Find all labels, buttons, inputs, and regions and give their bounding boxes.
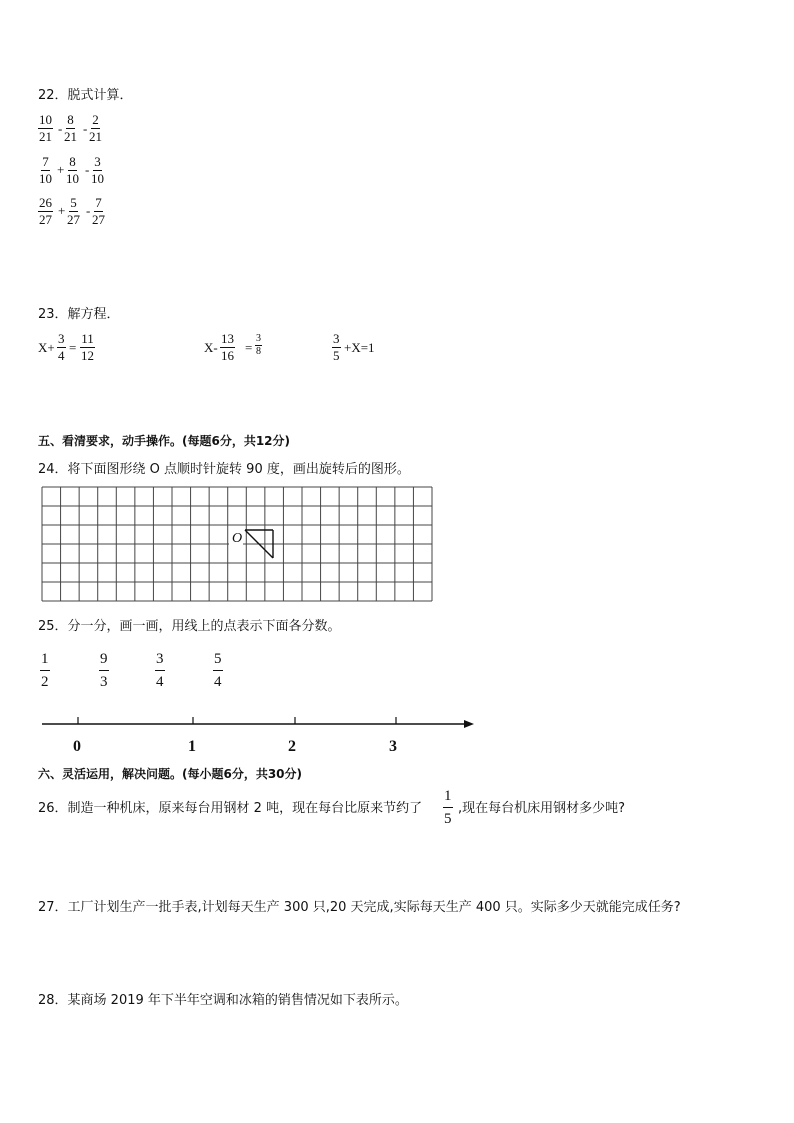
q27-text: 27．工厂计划生产一批手表,计划每天生产 300 只,20 天完成,实际每天生产 400 只。实际多少天就能完成任务?: [38, 900, 681, 915]
axis-label: 0: [73, 738, 81, 755]
equals-sign: =: [245, 340, 253, 355]
numerator: 3: [333, 331, 340, 346]
axis-label: 1: [188, 738, 196, 755]
fraction: [38, 195, 53, 228]
denominator: 4: [58, 348, 65, 363]
denominator: 5: [444, 811, 452, 827]
arrow-right-icon: [464, 720, 474, 728]
denominator: 27: [92, 212, 105, 227]
point-o-label: O: [232, 531, 243, 546]
q26-text-after: ,现在每台机床用钢材多少吨?: [458, 801, 626, 816]
denominator: 21: [89, 129, 102, 144]
fraction: [443, 785, 453, 830]
fraction: [38, 154, 53, 187]
operator: -: [86, 203, 91, 218]
rotation-grid: [40, 485, 434, 603]
numerator: 8: [67, 112, 74, 127]
numerator: 26: [39, 195, 52, 210]
operator: -: [85, 162, 90, 177]
numerator: 5: [213, 648, 223, 671]
q28-text: 28．某商场 2019 年下半年空调和冰箱的销售情况如下表所示。: [38, 993, 408, 1008]
operator: -: [83, 121, 88, 136]
denominator: 27: [67, 212, 80, 227]
equation-prefix: X+: [38, 340, 55, 355]
numerator: 13: [221, 331, 234, 346]
operator: -: [58, 121, 63, 136]
denominator: 27: [39, 212, 52, 227]
numerator: 11: [81, 331, 94, 346]
numerator: 3: [155, 648, 165, 671]
fraction: [80, 331, 95, 364]
section-heading: 六、灵活运用，解决问题。(每小题6分，共30分): [38, 767, 303, 781]
operator: +: [58, 203, 66, 218]
numerator: 2: [92, 112, 99, 127]
axis-label: 3: [389, 738, 397, 755]
fraction: [332, 331, 341, 364]
fraction: [213, 648, 223, 693]
q23-title: 23．解方程．: [38, 307, 120, 322]
fraction: [155, 648, 165, 693]
denominator: 16: [221, 348, 234, 363]
section-heading: 五、看清要求，动手操作。(每题6分，共12分): [38, 434, 291, 448]
denominator: 4: [156, 674, 164, 690]
numerator: 10: [39, 112, 52, 127]
q22-title: 22．脱式计算．: [38, 88, 133, 103]
q24-title: 24．将下面图形绕 O 点顺时针旋转 90 度，画出旋转后的图形。: [38, 462, 410, 477]
denominator: 2: [41, 674, 49, 690]
numerator: 1: [40, 648, 50, 671]
operator: +: [57, 162, 65, 177]
numerator: 8: [69, 154, 76, 169]
axis-label: 2: [288, 738, 296, 755]
equation-prefix: X-: [204, 340, 218, 355]
fraction: [91, 195, 106, 228]
fraction: [38, 112, 53, 145]
denominator: 10: [66, 171, 79, 186]
denominator: 10: [39, 171, 52, 186]
denominator: 5: [333, 348, 340, 363]
numerator: 7: [95, 195, 102, 210]
fraction: [66, 195, 81, 228]
denominator: 8: [256, 346, 261, 357]
fraction: [40, 648, 50, 693]
fraction: [88, 112, 103, 145]
fraction: [255, 333, 262, 358]
numerator: 3: [256, 333, 261, 344]
denominator: 4: [214, 674, 222, 690]
numerator: 3: [58, 331, 65, 346]
fraction: [99, 648, 109, 693]
fraction: [65, 154, 80, 187]
numerator: 7: [42, 154, 49, 169]
numerator: 5: [70, 195, 77, 210]
fraction: [90, 154, 105, 187]
equals-sign: =: [69, 340, 77, 355]
denominator: 3: [100, 674, 108, 690]
fraction: [63, 112, 78, 145]
denominator: 10: [91, 171, 104, 186]
numerator: 1: [443, 785, 453, 808]
q25-title: 25．分一分，画一画，用线上的点表示下面各分数。: [38, 619, 341, 634]
numerator: 9: [99, 648, 109, 671]
equation-suffix: +X=1: [344, 340, 375, 355]
number-line: [40, 712, 480, 734]
numerator: 3: [94, 154, 101, 169]
fraction: [57, 331, 66, 364]
denominator: 21: [64, 129, 77, 144]
fraction: [220, 331, 235, 364]
denominator: 12: [81, 348, 94, 363]
denominator: 21: [39, 129, 52, 144]
q26-text-before: 26．制造一种机床，原来每台用钢材 2 吨，现在每台比原来节约了: [38, 801, 423, 816]
